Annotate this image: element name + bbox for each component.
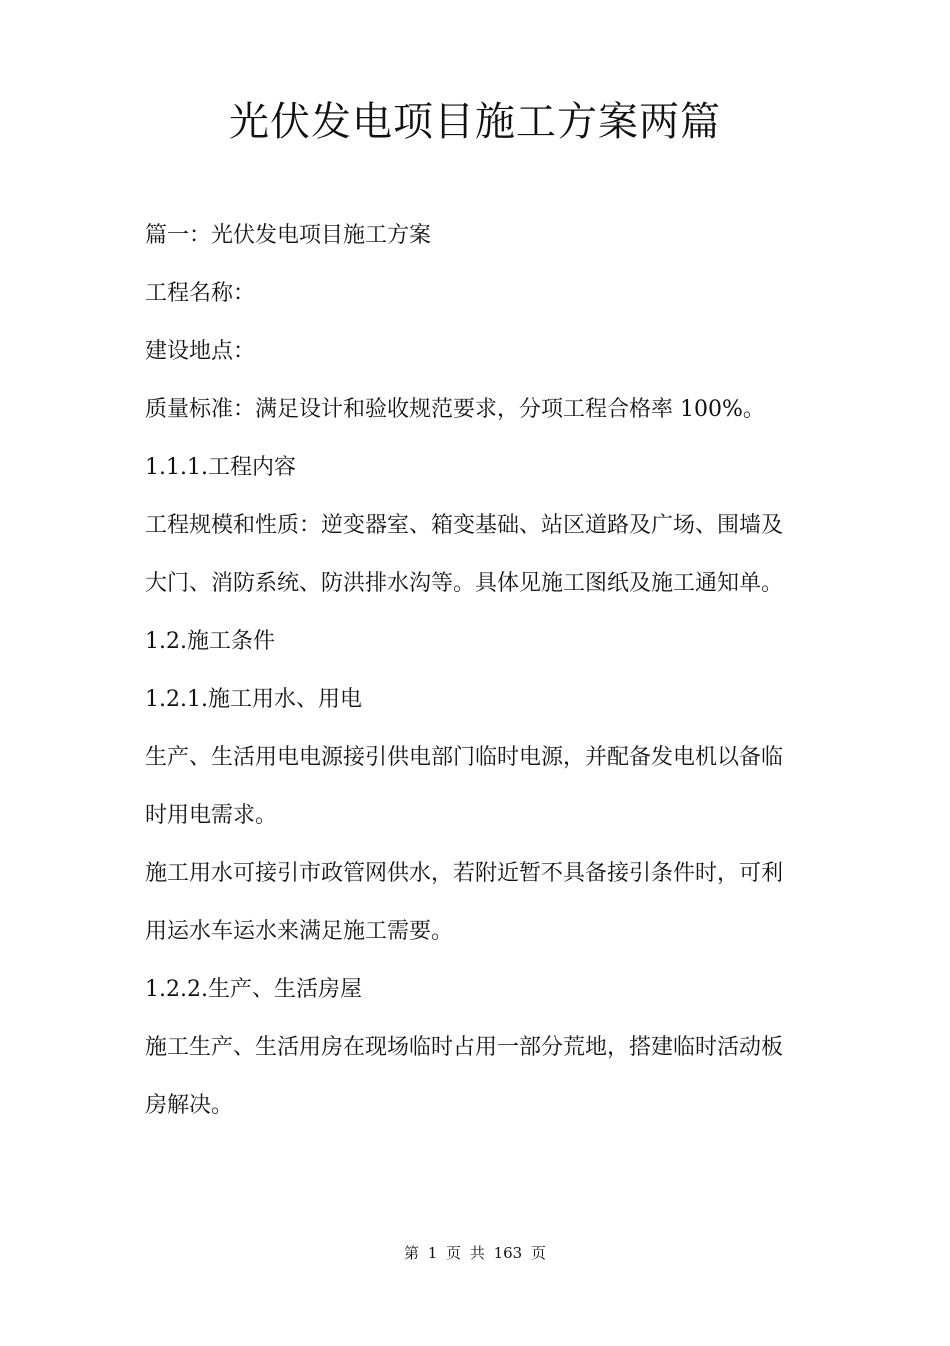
paragraph-line: 房解决。: [145, 1093, 234, 1118]
paragraph-line: 工程规模和性质：逆变器室、箱变基础、站区道路及广场、围墙及: [145, 513, 784, 538]
construction-site-field: 建设地点：: [145, 339, 256, 364]
quality-standard-field: 质量标准：满足设计和验收规范要求，分项工程合格率 100%。: [145, 397, 765, 422]
paragraph-line: 施工生产、生活用房在现场临时占用一部分荒地，搭建临时活动板: [145, 1035, 784, 1060]
project-name-field: 工程名称：: [145, 281, 256, 306]
subsection-heading-1-2-1: 1.2.1.施工用水、用电: [145, 687, 362, 712]
paragraph-line: 施工用水可接引市政管网供水，若附近暂不具备接引条件时，可利: [145, 861, 784, 886]
paragraph-line: 大门、消防系统、防洪排水沟等。具体见施工图纸及施工通知单。: [145, 571, 784, 596]
section-heading: 篇一：光伏发电项目施工方案: [145, 223, 432, 248]
paragraph-line: 时用电需求。: [145, 803, 278, 828]
document-body: [145, 207, 810, 1135]
paragraph-line: 用运水车运水来满足施工需要。: [145, 919, 454, 944]
paragraph-line: 生产、生活用电电源接引供电部门临时电源，并配备发电机以备临: [145, 745, 784, 770]
page-number-footer: 第 1 页 共 163 页: [403, 1244, 546, 1262]
subsection-heading-1-2: 1.2.施工条件: [145, 629, 275, 654]
subsection-heading-1-2-2: 1.2.2.生产、生活房屋: [145, 977, 362, 1002]
document-title: 光伏发电项目施工方案两篇: [229, 99, 721, 145]
subsection-heading-1-1-1: 1.1.1.工程内容: [145, 455, 296, 480]
